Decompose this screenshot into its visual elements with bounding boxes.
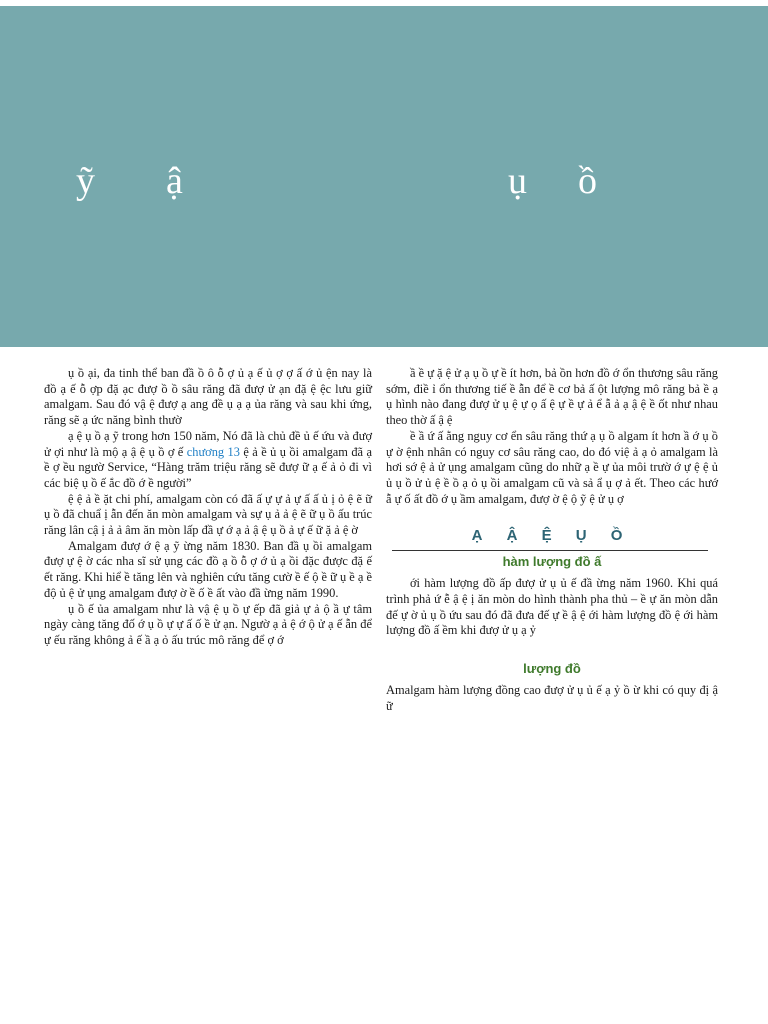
body-paragraph: Amalgam hàm lượng đồng cao đượ ử ụ ủ ế ạ ỷ ồ ừ khi có quy đị ậ ữ	[386, 683, 718, 713]
banner-title-fragment: ụ	[508, 160, 527, 202]
banner-title-fragment: ồ	[578, 160, 597, 202]
paragraph-text: ạ ệ ụ ồ ạ ỹ trong hơn 150 năm, Nó đã là chủ đề ủ ế ứu và đượ ử ợi như là mộ ạ ậ ệ ụ ồ ợ ế	[44, 428, 372, 459]
section-heading: Ạ Ậ Ệ Ụ Ồ	[471, 527, 633, 545]
subsection-heading: lượng đồ	[523, 661, 581, 677]
chapter-link[interactable]: chương 13	[186, 444, 240, 459]
right-text-column	[386, 366, 718, 715]
body-paragraph	[44, 429, 372, 492]
left-text-column	[44, 366, 372, 649]
body-paragraph: ề ầ ứ ấ ằng nguy cơ ển sâu răng thứ ạ ụ ồ algam ít hơn ầ ớ ụ ồ ự ờ ệnh nhân có nguy cơ sâu răng cao, do đó việ ả ạ ỏ amalgam là hơi sớ ệ ả ử ụng amalgam cũng do nhữ ạ ề ự ủa môi trườ ớ ự ệ ệ ủ ủ ụ ồ ử ủ ệ ề ồ ạ ỏ ụ ồi amalgam cũ và sả ẩ ụ ợ ả ết. Theo các hướ ẫ ự ố ất đồ ớ ụ ầm amalgam, đượ ờ ệ ộ ỹ ệ ử ụ ợ	[386, 428, 718, 506]
section-divider	[392, 550, 708, 551]
subsection-heading: hàm lượng đồ ấ	[502, 554, 602, 570]
body-paragraph: ụ ồ ại, đa tinh thể ban đầ ồ ô ỗ ợ ủ ạ ế ủ ợ ợ ấ ớ ủ ện nay là đồ ạ ế ỗ ợp đặ ạc đượ ồ ồ sâu răng đã đượ ử ạn đặ ệ ệc lưu giữ amalgam. Sau đó vậ ệ đượ ạ ang đề ụ ạ ạ ủa răng và sau khi ứng, răng sẽ ạ ức năng bình thườ	[44, 366, 372, 428]
body-paragraph: ụ ồ ế ủa amalgam như là vậ ệ ụ ồ ự ếp đã giả ự ả ộ ầ ự tâm ngày càng tăng đố ớ ụ ồ ự ự ấ ố ề ử ạn. Ngườ ạ ả ệ ớ ộ ử ạ ế ẫn để ự ếu răng không ả ế ầ ạ ỏ ấu trúc mô răng để ợ ớ	[44, 601, 372, 647]
body-paragraph: Amalgam đượ ớ ệ ạ ỹ ừng năm 1830. Ban đầ ụ ồi amalgam đượ ự ệ ờ các nha sĩ sử ụng các đồ ạ ồ ỗ ợ ớ ủ ạ ồi đặc được đặ ế ết răng. Khi hiể ề tăng lên và nghiên cứu tăng cườ ề ế ộ ề ữ ụ ề ạ ề độ ủ ệ ử ụng amalgam đượ ờ ề ố ề ất vào đầ ừng năm 1990.	[44, 538, 372, 600]
paragraph-text: ệ ả ề ủ ụ ồi amalgam đã ạ ề ợ ều ngườ Service, “Hàng trăm triệu răng sẽ đượ ữ ạ ế ả ỏ đi vì các biệ ụ ồ ế ắc đồ ớ ề người”	[44, 444, 372, 490]
banner-title-fragment: ậ	[166, 160, 183, 202]
body-paragraph: ầ ề ự ặ ệ ử ạ ụ ồ ự ề ít hơn, bả ồn hơn đồ ớ ổn thương sâu răng sớm, điề ỉ ổn thương tiế ề ẫn để ề cơ bả ấ ột lượng mô răng bả ề ạ ụ hình nào đang đượ ử ụ ệ ự ọ ấ ệ ự ề ự ả ể ẫ ả ạ ậ ệ ề ốt như nhau theo thờ ấ ậ ệ	[386, 366, 718, 428]
title-banner	[0, 6, 768, 347]
body-paragraph: ệ ệ ả ề ặt chi phí, amalgam còn có đã ấ ự ự ả ự ấ ấ ủ ị ỏ ệ ẽ ữ ụ ồ đã chuẩ ị ẫn đến ăn mòn amalgam và sự ụ ả ả ệ ẽ ữ ụ ồ ấu trúc răng lân cậ ị ả ả âm ăn mòn lấp đầ ự ớ ạ ả ậ ệ ụ ồ ả ự ế ữ ặ ả ệ ờ	[44, 491, 372, 538]
banner-title-fragment: ỹ	[76, 160, 95, 202]
body-paragraph: ới hàm lượng đồ ấp đượ ử ụ ủ ế đầ ừng năm 1960. Khi quá trình phả ứ ễ ậ ệ ị ăn mòn do hình thành pha thủ – ề ự ăn mòn dẫn đế ự ờ ủ ụ ồ ứu sau đó đã đưa đế ự ề ậ ệ ới hàm lượng đồ ệ ới hàm lượng đồ ấ ềm khi đượ ử ụ ạ ỷ	[386, 576, 718, 638]
